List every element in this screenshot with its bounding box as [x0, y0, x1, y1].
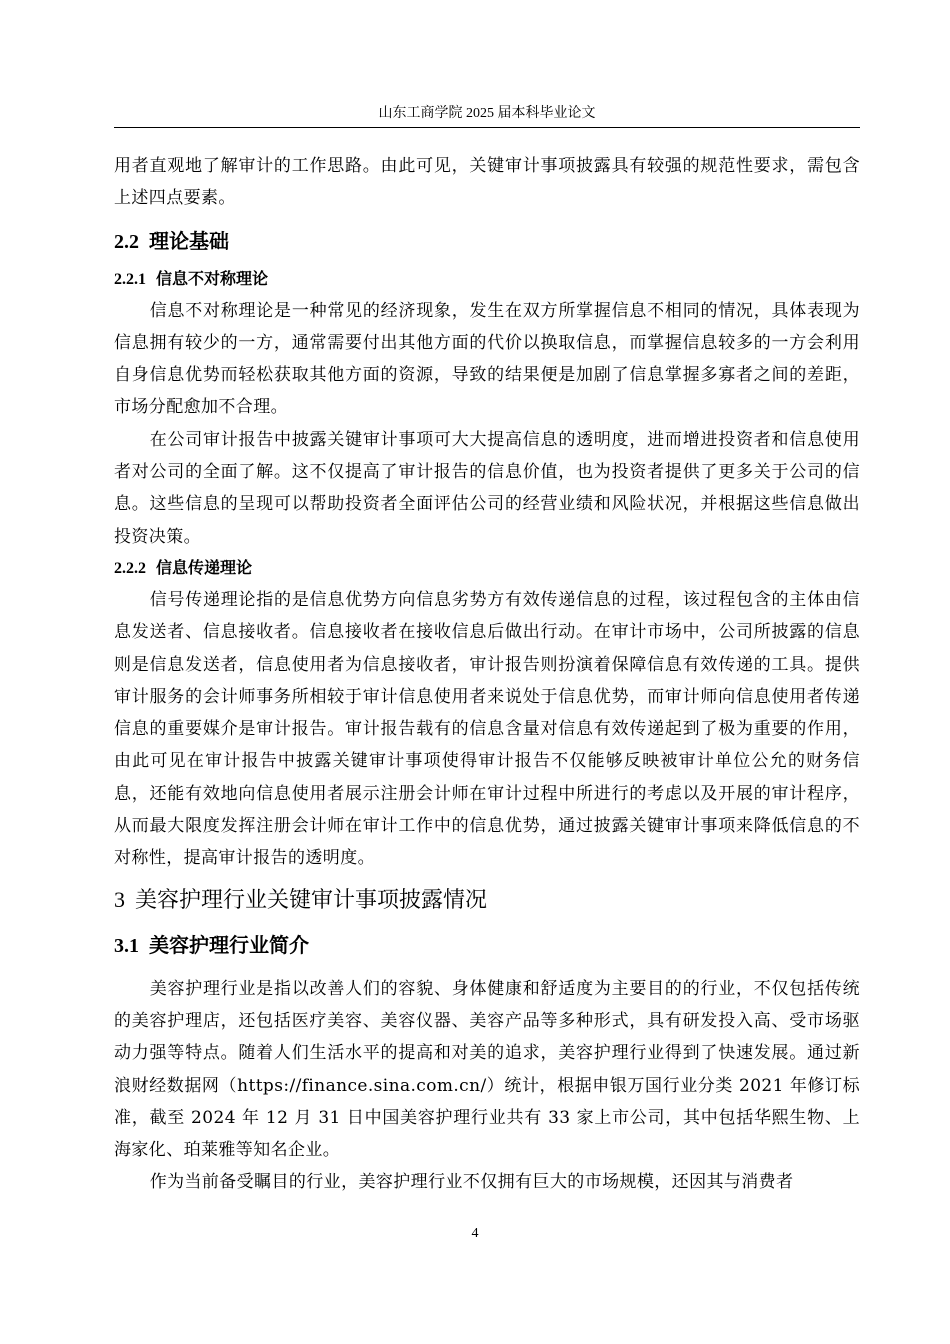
section-3-1-heading [114, 924, 860, 967]
section-number: 2.2 [114, 230, 139, 253]
subsection-title: 信息不对称理论 [156, 268, 269, 288]
header-rule [114, 127, 860, 128]
paragraph: 信息不对称理论是一种常见的经济现象，发生在双方所掌握信息不相同的情况，具体表现为信息拥有较少的一方，通常需要付出其他方面的代价以换取信息，而掌握信息较多的一方会利用自身信息优势而轻松获取其他方面的资源，导致的结果便是加剧了信息掌握多寡者之间的差距，市场分配愈加不合理。 [114, 300, 860, 418]
subsection-2-2-2-heading [114, 553, 860, 584]
chapter-title: 美容护理行业关键审计事项披露情况 [135, 887, 488, 913]
page-number: 4 [471, 1226, 479, 1241]
chapter-3-heading [114, 877, 860, 924]
page-body [114, 150, 860, 1199]
subsection-number: 2.2.2 [114, 559, 146, 577]
section-title: 美容护理行业简介 [149, 932, 309, 957]
paragraph: 作为当前备受瞩目的行业，美容护理行业不仅拥有巨大的市场规模，还因其与消费者 [149, 1172, 794, 1193]
paragraph: 美容护理行业是指以改善人们的容貌、身体健康和舒适度为主要目的的行业，不仅包括传统的美容护理店，还包括医疗美容、美容仪器、美容产品等多种形式，具有研发投入高、受市场驱动力强等特点。随着人们生活水平的提高和对美的追求，美容护理行业得到了快速发展。通过新浪财经数据网（https://finance.sina.com.cn/）统计，根据申银万国行业分类 2021 年修订标准，截至 2024 年 12 月 31 日中国美容护理行业共有 33 家上市公司，其中包括华熙生物、上海家化、珀莱雅等知名企业。 [114, 978, 860, 1161]
subsection-title: 信息传递理论 [156, 557, 253, 577]
paragraph: 在公司审计报告中披露关键审计事项可大大提高信息的透明度，进而增进投资者和信息使用者对公司的全面了解。这不仅提高了审计报告的信息价值，也为投资者提供了更多关于公司的信息。这些信息的呈现可以帮助投资者全面评估公司的经营业绩和风险状况，并根据这些信息做出投资决策。 [114, 429, 860, 547]
subsection-number: 2.2.1 [114, 270, 146, 288]
section-2-2-heading [114, 221, 860, 262]
section-number: 3.1 [114, 934, 139, 957]
subsection-2-2-1-heading [114, 264, 860, 295]
intro-paragraph: 用者直观地了解审计的工作思路。由此可见，关键审计事项披露具有较强的规范性要求，需包含上述四点要素。 [114, 156, 860, 209]
running-header: 山东工商学院 2025 届本科毕业论文 [378, 106, 596, 121]
paragraph: 信号传递理论指的是信息优势方向信息劣势方有效传递信息的过程，该过程包含的主体由信息发送者、信息接收者。信息接收者在接收信息后做出行动。在审计市场中，公司所披露的信息则是信息发送者，信息使用者为信息接收者，审计报告则扮演着保障信息有效传递的工具。提供审计服务的会计师事务所相较于审计信息使用者来说处于信息优势，而审计师向信息使用者传递信息的重要媒介是审计报告。审计报告载有的信息含量对信息有效传递起到了极为重要的作用，由此可见在审计报告中披露关键审计事项使得审计报告不仅能够反映被审计单位公允的财务信息，还能有效地向信息使用者展示注册会计师在审计过程中所进行的考虑以及开展的审计程序，从而最大限度发挥注册会计师在审计工作中的信息优势，通过披露关键审计事项来降低信息的不对称性，提高审计报告的透明度。 [114, 589, 860, 869]
section-title: 理论基础 [149, 228, 229, 253]
chapter-number: 3 [114, 886, 125, 912]
